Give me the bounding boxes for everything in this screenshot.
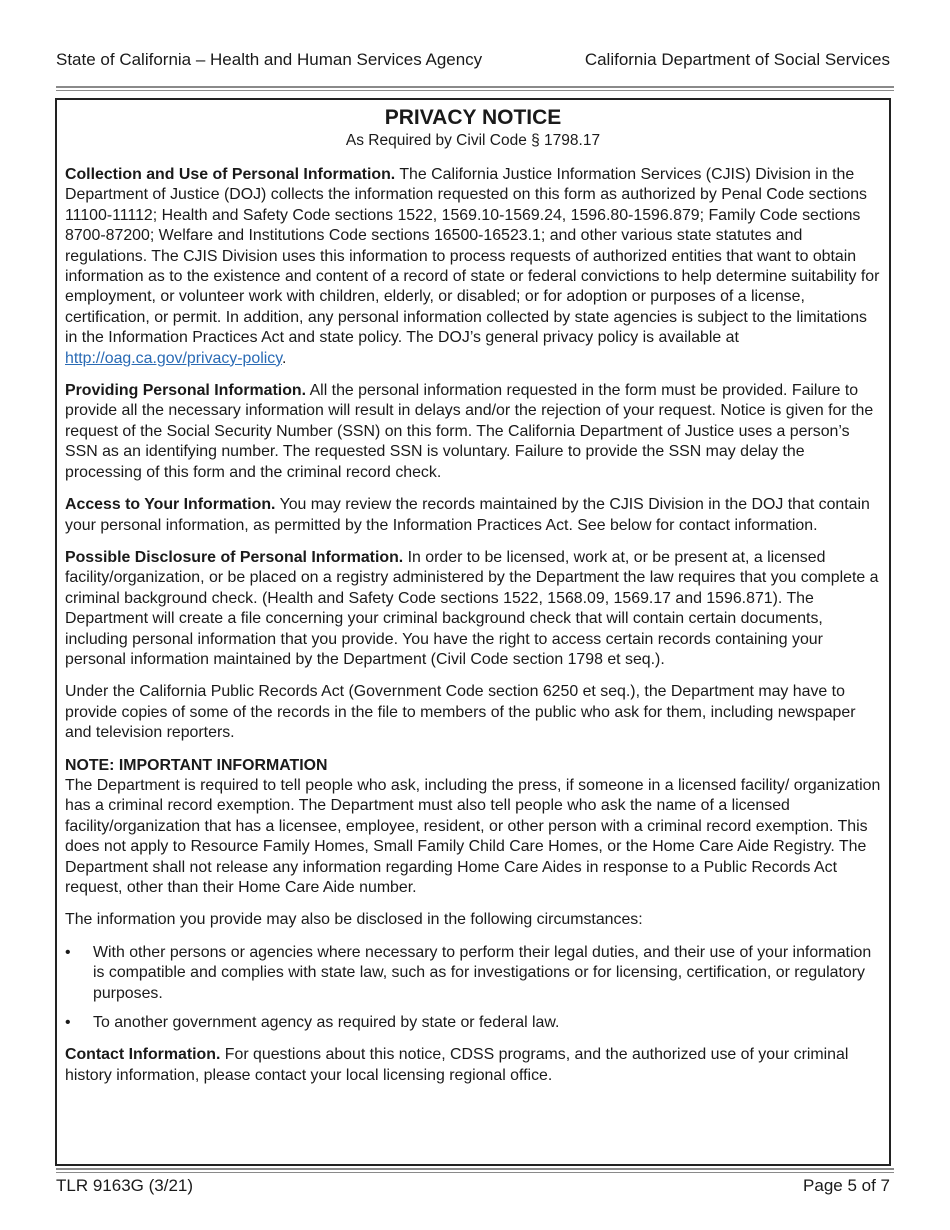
collection-paragraph [65, 165, 882, 369]
page-subtitle: As Required by Civil Code § 1798.17 [345, 132, 601, 149]
footer-divider [56, 1168, 894, 1173]
list-item: • To another government agency as required by state or federal law. [65, 1013, 882, 1033]
section-body: For questions about this notice, CDSS programs, and the authorized use of your criminal history information, please contact your local licensing regional office. [65, 1046, 849, 1084]
page-footer [56, 1176, 890, 1196]
header-divider [56, 86, 894, 91]
page-header [56, 50, 890, 70]
section-body: All the personal information requested in the form must be provided. Failure to provide all the necessary information will result in delays and/or the rejection of your request. Notice is given for the request of the Social Security Number (SSN) on this form. The California Department of Justice uses a person’s SSN as an identifying number. The requested SSN is voluntary. Failure to provide the SSN may delay the processing of this form and the criminal record check. [65, 382, 874, 481]
section-heading: Collection and Use of Personal Information. [65, 166, 396, 183]
disclosure-paragraph [65, 548, 882, 670]
circumstances-list [65, 943, 882, 1034]
section-body: The California Justice Information Services (CJIS) Division in the Department of Justice (DOJ) collects the information requested on this form as authorized by Penal Code sections 11100-11112; Health and Safety Code sections 1522, 1569.10-1569.24, 1596.80-1596.879; Family Code sections 8700-87200; Welfare and Institutions Code sections 16500-16523.1; and other various state statutes and regulations. The CJIS Division uses this information to process requests of authorized entities that want to obtain information as to the existence and content of a record of state or federal convictions to help determine suitability for employment, or volunteer work with children, elderly, or disabled; or for adoption or purposes of a license, certification, or permit. In addition, any personal information collected by state agencies is subject to the limitations in the Information Practices Act and state policy. The DOJ’s general privacy policy is available at [65, 166, 880, 347]
section-body: In order to be licensed, work at, or be present at, a licensed facility/organization, or be placed on a registry administered by the Department the law requires that you complete a criminal background check. (Health and Safety Code sections 1522, 1568.09, 1569.17 and 1596.871). The Department will create a file concerning your criminal background check that will contain certain documents, including personal information that you provide. You have the right to access certain records containing your personal information maintained by the Department (Civil Code section 1798 et seq.). [65, 548, 879, 668]
form-number: TLR 9163G (3/21) [56, 1176, 194, 1195]
note-heading: NOTE: IMPORTANT INFORMATION [65, 756, 328, 774]
access-paragraph [65, 495, 882, 536]
section-body: You may review the records maintained by the CJIS Division in the DOJ that contain your personal information, as permitted by the Information Practices Act. See below for contact information. [65, 496, 870, 534]
agency-name: State of California – Health and Human Services Agency [56, 50, 483, 69]
page-number: Page 5 of 7 [803, 1176, 890, 1195]
department-name: California Department of Social Services [584, 50, 890, 69]
note-body: The Department is required to tell people who ask, including the press, if someone in a licensed facility/ organization has a criminal record exemption. The Department must also tell people who ask the name of a licensed facility/organization that has a licensee, employee, resident, or other person with a criminal record exemption. This does not apply to Resource Family Homes, Small Family Child Care Homes, or the Home Care Aide Registry. The Department shall not release any information regarding Home Care Aides in response to a Public Records Act request, other than their Home Care Aide number. [65, 776, 881, 896]
section-heading: Providing Personal Information. [65, 382, 307, 400]
notice-content [57, 165, 889, 1086]
privacy-policy-link[interactable]: http://oag.ca.gov/privacy-policy [65, 349, 282, 367]
public-records-paragraph: Under the California Public Records Act (Government Code section 6250 et seq.), the Department may have to provide copies of some of the records in the file to members of the public who ask for them, including newspaper and television reporters. [65, 683, 856, 742]
period: . [281, 349, 287, 367]
note-paragraph [65, 756, 882, 899]
section-heading: Possible Disclosure of Personal Information. [65, 548, 404, 566]
section-heading: Access to Your Information. [65, 496, 276, 514]
circumstances-paragraph: The information you provide may also be disclosed in the following circumstances: [65, 911, 643, 929]
providing-paragraph [65, 381, 882, 483]
privacy-notice-box [55, 98, 891, 1166]
contact-paragraph [65, 1045, 882, 1086]
section-heading: Contact Information. [65, 1046, 221, 1064]
page-title: PRIVACY NOTICE [384, 106, 562, 129]
list-item: • With other persons or agencies where necessary to perform their legal duties, and their use of your information is compatible and complies with state law, such as for investigations or for licensing, certification, or regulatory purposes. [65, 943, 882, 1004]
